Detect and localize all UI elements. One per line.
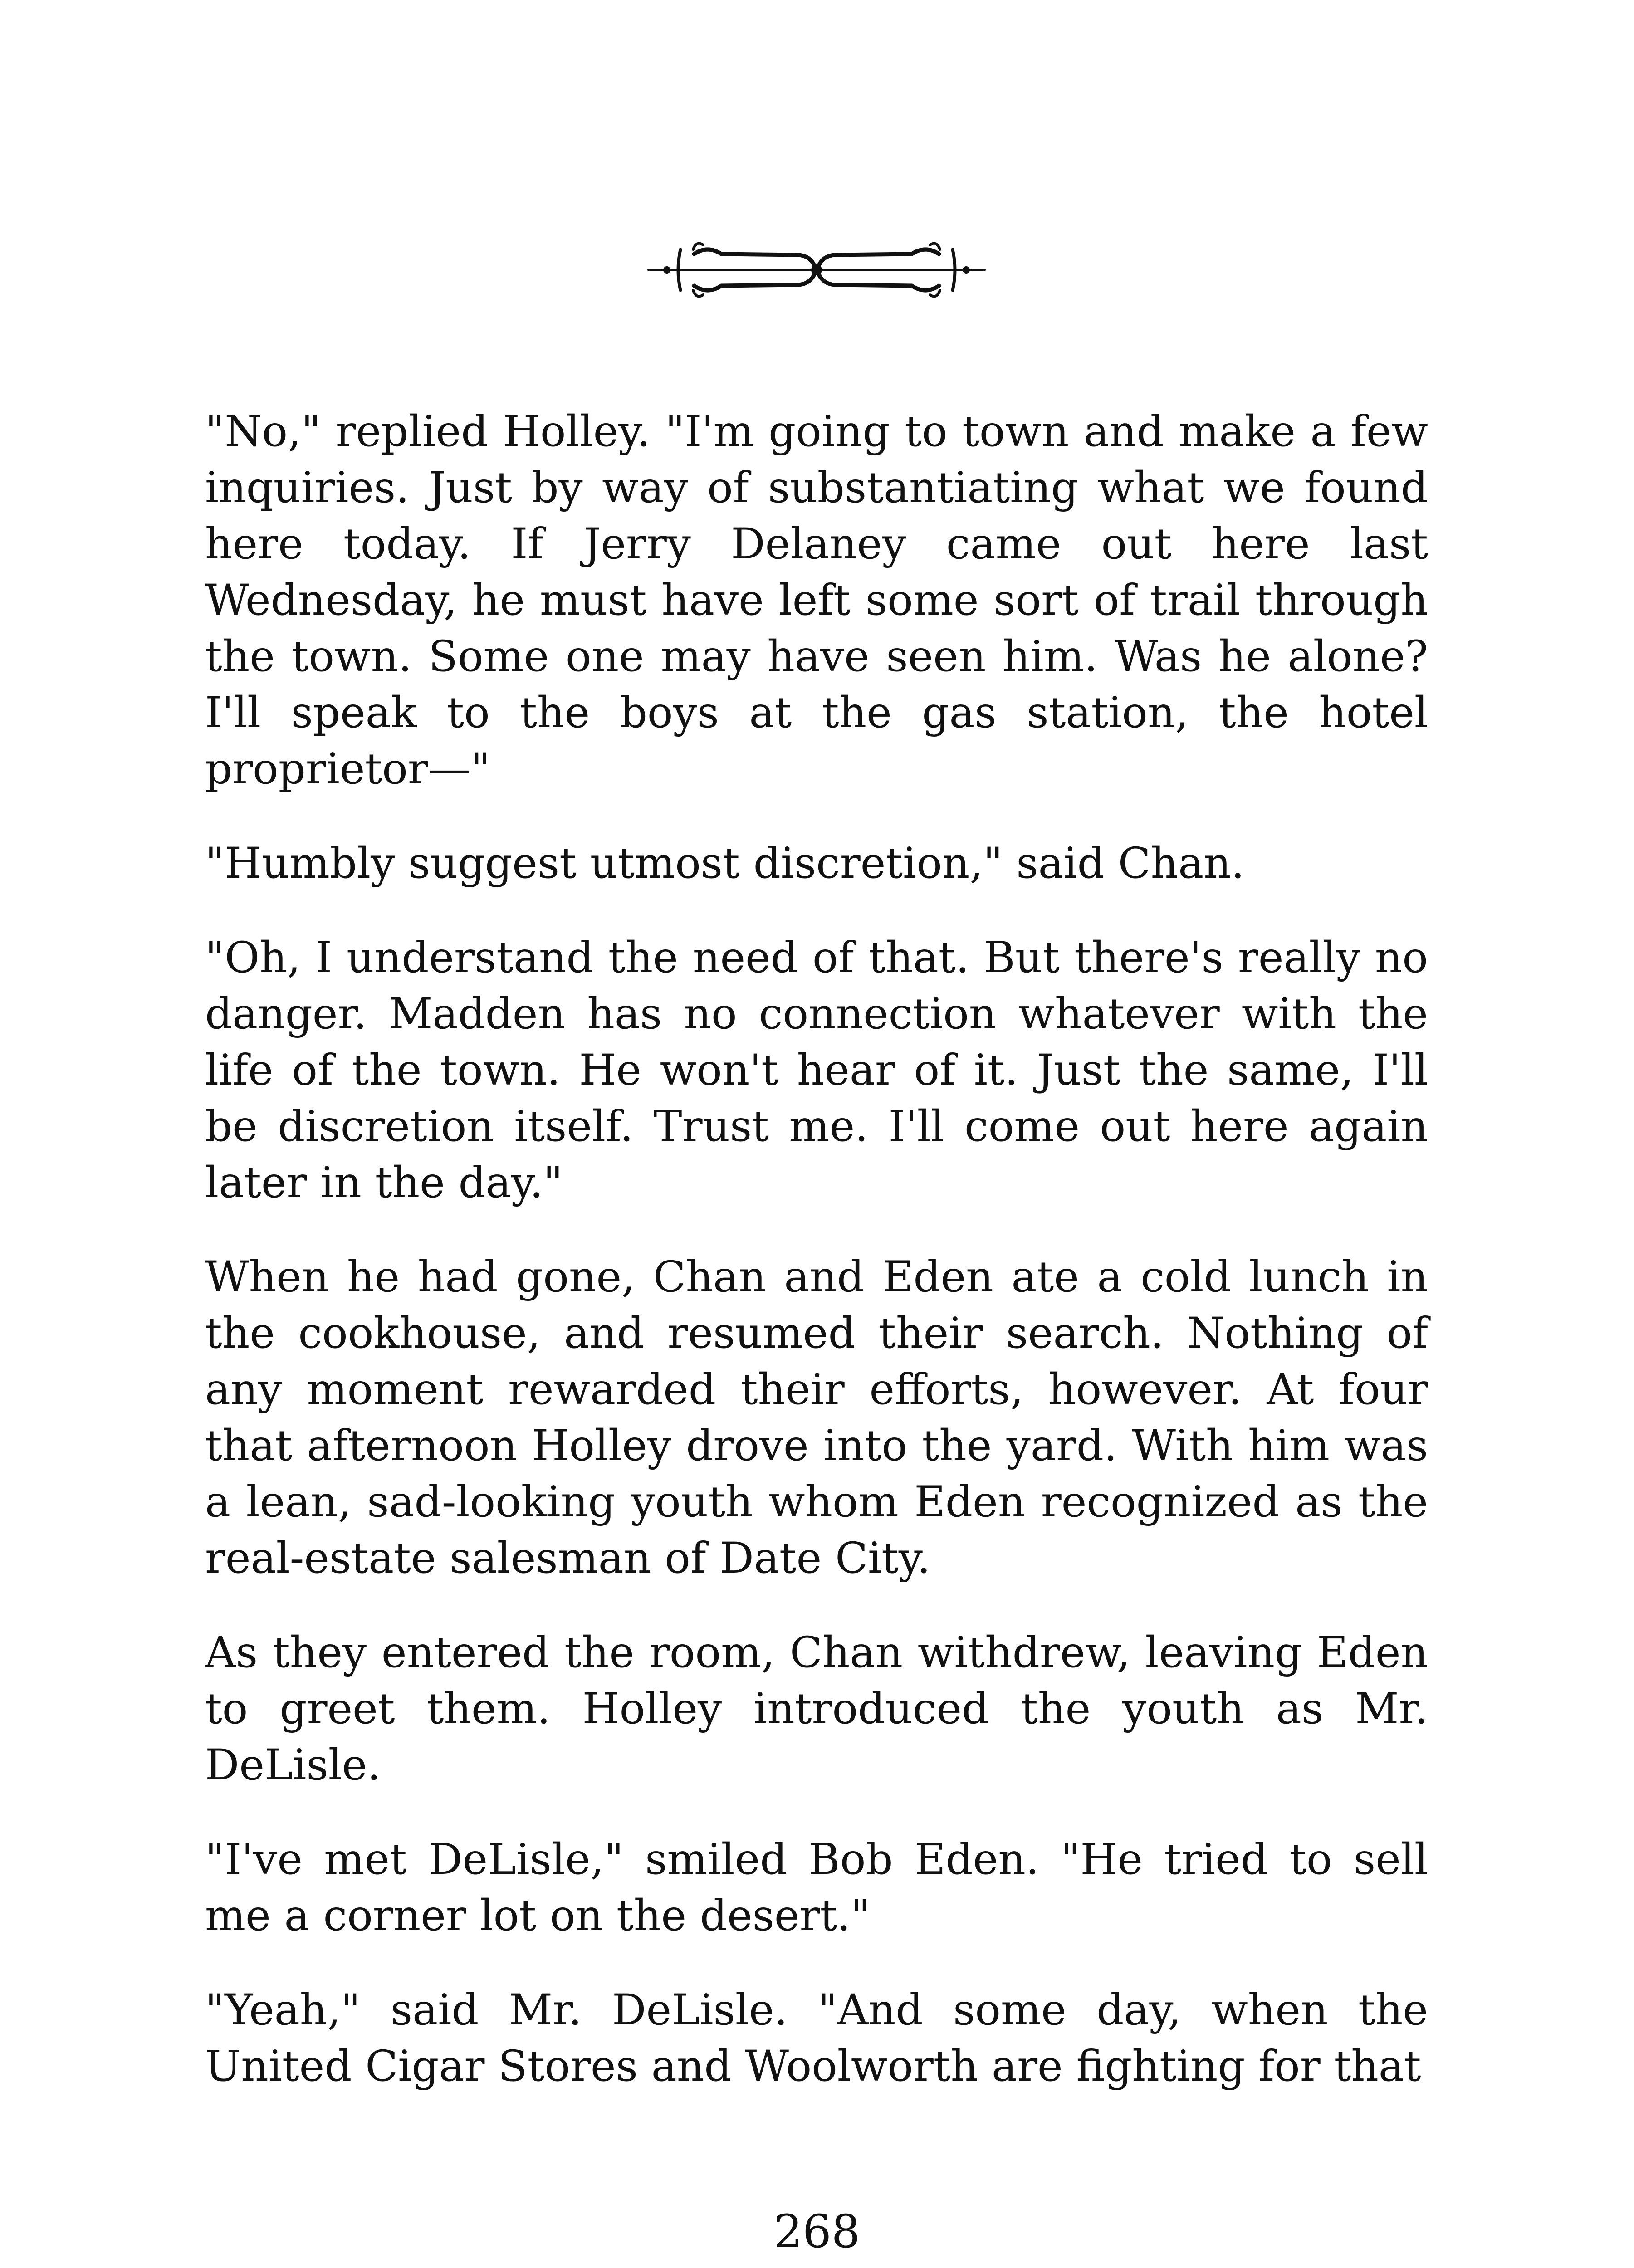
paragraph: "Humbly suggest utmost discretion," said Chan. [205, 839, 1245, 888]
paragraph: "Oh, I understand the need of that. But there's really no danger. Madden has no connection whatever with the life of the town. He won't hear of it. Just the same, I'll be discretion itself. Trust me. I'll come out here again later in the day." [205, 933, 1428, 1207]
paragraph: When he had gone, Chan and Eden ate a cold lunch in the cookhouse, and resumed their search. Nothing of any moment rewarded their efforts, however. At four that afternoon Holley drove into the yard. With him was a lean, sad-looking youth whom Eden recognized as the real-estate salesman of Date City. [205, 1252, 1428, 1583]
paragraph: "No," replied Holley. "I'm going to town and make a few inquiries. Just by way of substantiating what we found here today. If Jerry Delaney came out here last Wednesday, he must have left some sort of trail through the town. Some one may have seen him. Was he alone? I'll speak to the boys at the gas station, the hotel proprietor—" [205, 407, 1428, 794]
paragraph: As they entered the room, Chan withdrew, leaving Eden to greet them. Holley introduced the youth as Mr. DeLisle. [205, 1628, 1428, 1790]
body-text [205, 404, 1428, 2133]
paragraph: "Yeah," said Mr. DeLisle. "And some day, when the United Cigar Stores and Woolworth are fighting for that [205, 1985, 1428, 2091]
paragraph: "I've met DeLisle," smiled Bob Eden. "He tried to sell me a corner lot on the desert." [205, 1835, 1428, 1941]
scroll-divider-icon [640, 227, 993, 313]
page-number: 268 [773, 2205, 861, 2258]
